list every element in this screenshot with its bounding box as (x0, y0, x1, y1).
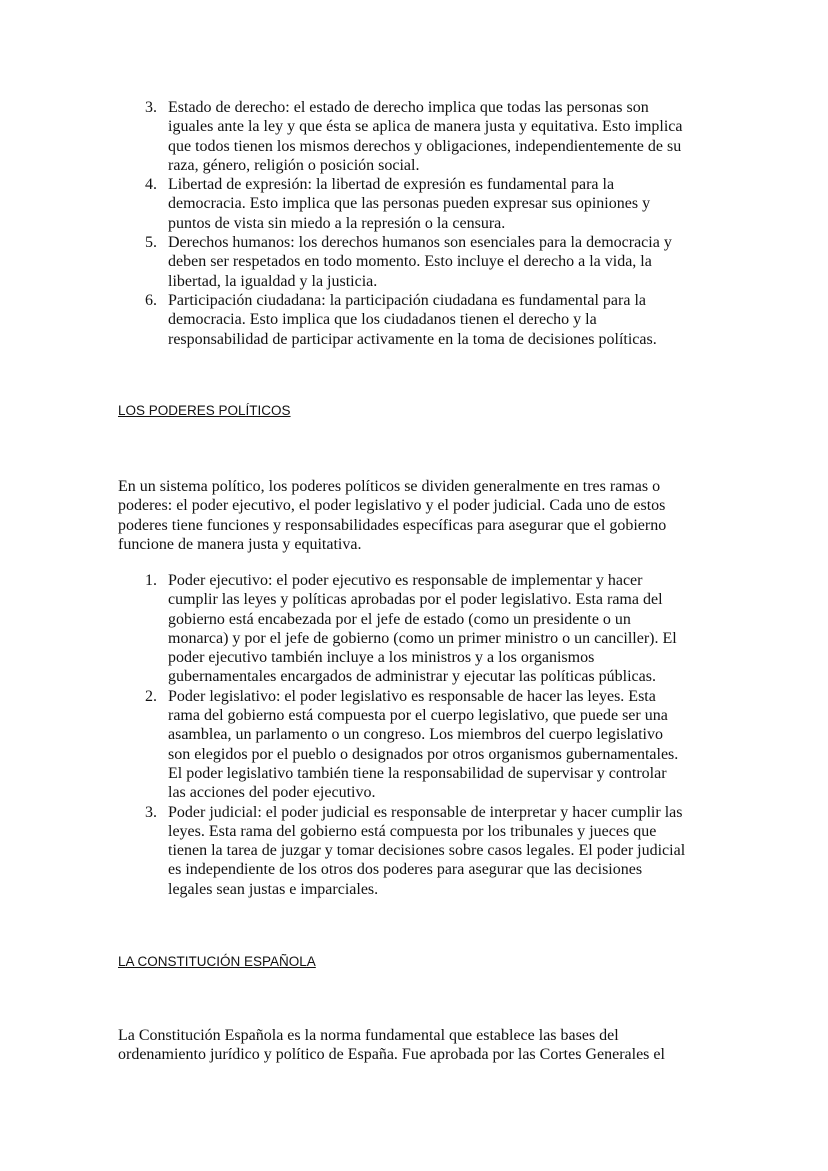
list-text: que todos tienen los mismos derechos y obligaciones, independientemente de su (168, 137, 682, 155)
paragraph-line (0, 477, 828, 496)
paragraph-poderes (0, 477, 828, 554)
list-text: iguales ante la ley y que ésta se aplica de manera justa y equitativa. Esto implica (168, 118, 683, 136)
list-text: Poder legislativo: el poder legislativo es responsable de hacer las leyes. Esta (168, 687, 656, 705)
list-item-line (0, 667, 828, 686)
list-item-line (0, 706, 828, 725)
list-text: democracia. Esto implica que las personas pueden expresar sus opiniones y (168, 195, 651, 213)
list-item-line (0, 648, 828, 667)
list-text: las acciones del poder ejecutivo. (168, 784, 376, 802)
list-item-line (0, 803, 828, 822)
list-text: deben ser respetados en todo momento. Esto incluye el derecho a la vida, la (168, 253, 652, 271)
list-item-line (0, 194, 828, 213)
list-number: 3. (145, 803, 157, 821)
list-item-line (0, 272, 828, 291)
list-item (0, 233, 828, 291)
list-text: Poder judicial: el poder judicial es responsable de interpretar y hacer cumplir las (168, 803, 683, 821)
list-text: Derechos humanos: los derechos humanos son esenciales para la democracia y (168, 234, 672, 252)
list-text: tienen la tarea de juzgar y tomar decisiones sobre casos legales. El poder judicial (168, 842, 686, 860)
list-text: libertad, la igualdad y la justicia. (168, 272, 378, 290)
paragraph-text: La Constitución Española es la norma fundamental que establece las bases del (118, 1027, 619, 1044)
list-item (0, 571, 828, 687)
list-text: monarca) y por el jefe de gobierno (como un primer ministro o un canciller). El (168, 629, 677, 647)
list-number: 3. (145, 99, 157, 116)
list-item (0, 175, 828, 233)
list-item (0, 803, 828, 899)
paragraph-text: En un sistema político, los poderes políticos se dividen generalmente en tres ramas o (118, 478, 661, 495)
list-item (0, 687, 828, 803)
list-text: es independiente de los otros dos poderes para asegurar que las decisiones (168, 861, 643, 879)
list-item-line (0, 571, 828, 590)
list-democracy-principles (0, 98, 828, 349)
list-text: Libertad de expresión: la libertad de expresión es fundamental para la (168, 176, 615, 194)
paragraph-line (0, 496, 828, 515)
list-poderes (0, 571, 828, 899)
heading-constitucion: LA CONSTITUCIÓN ESPAÑOLA (118, 954, 316, 969)
list-item-line (0, 764, 828, 783)
list-text: gobierno está encabezada por el jefe de estado (como un presidente o un (168, 610, 631, 628)
list-item-line (0, 175, 828, 194)
list-item-line (0, 590, 828, 609)
list-text: gubernamentales encargados de administrar y ejecutar las políticas públicas. (168, 668, 656, 686)
list-text: puntos de vista sin miedo a la represión o la censura. (168, 214, 506, 232)
list-item-line (0, 98, 828, 117)
list-number: 6. (145, 291, 157, 309)
paragraph-line (0, 535, 828, 554)
list-text: son elegidos por el pueblo o designados por otros organismos gubernamentales. (168, 745, 679, 763)
list-text: Estado de derecho: el estado de derecho implica que todas las personas son (168, 99, 649, 116)
list-text: raza, género, religión o posición social. (168, 156, 420, 174)
list-item-line (0, 629, 828, 648)
list-item (0, 98, 828, 175)
paragraph-line (0, 516, 828, 535)
paragraph-text: ordenamiento jurídico y político de España. Fue aprobada por las Cortes Generales el (118, 1046, 665, 1064)
list-text: asamblea, un parlamento o un congreso. Los miembros del cuerpo legislativo (168, 726, 663, 744)
list-item-line (0, 880, 828, 899)
list-item-line (0, 233, 828, 252)
list-text: rama del gobierno está compuesta por el cuerpo legislativo, que puede ser una (168, 707, 668, 725)
list-text: El poder legislativo también tiene la responsabilidad de supervisar y controlar (168, 764, 667, 782)
list-item-line (0, 252, 828, 271)
list-text: democracia. Esto implica que los ciudadanos tienen el derecho y la (168, 311, 597, 329)
paragraph-text: poderes: el poder ejecutivo, el poder legislativo y el poder judicial. Cada uno de estos (118, 497, 666, 515)
paragraph-text: funcione de manera justa y equitativa. (118, 535, 362, 553)
list-item-line (0, 725, 828, 744)
list-item-line (0, 214, 828, 233)
list-item (0, 291, 828, 349)
list-item-line (0, 310, 828, 329)
list-text: Poder ejecutivo: el poder ejecutivo es responsable de implementar y hacer (168, 572, 643, 589)
list-number: 5. (145, 234, 157, 252)
list-item-line (0, 783, 828, 802)
list-item-line (0, 117, 828, 136)
list-text: poder ejecutivo también incluye a los ministros y a los organismos (168, 649, 595, 667)
list-text: cumplir las leyes y políticas aprobadas por el poder legislativo. Esta rama del (168, 591, 663, 609)
list-item-line (0, 822, 828, 841)
list-text: Participación ciudadana: la participación ciudadana es fundamental para la (168, 291, 646, 309)
list-item-line (0, 156, 828, 175)
list-number: 4. (145, 176, 157, 194)
heading-poderes-politicos: LOS PODERES POLÍTICOS (118, 403, 291, 418)
list-item-line (0, 330, 828, 349)
list-number: 1. (145, 572, 157, 589)
list-item-line (0, 610, 828, 629)
list-text: responsabilidad de participar activamente en la toma de decisiones políticas. (168, 330, 657, 348)
list-item-line (0, 291, 828, 310)
list-item-line (0, 137, 828, 156)
list-item-line (0, 745, 828, 764)
list-number: 2. (145, 687, 157, 705)
paragraph-line (0, 1026, 828, 1045)
paragraph-text: poderes tiene funciones y responsabilidades específicas para asegurar que el gobierno (118, 516, 667, 534)
list-item-line (0, 841, 828, 860)
list-text: legales sean justas e imparciales. (168, 880, 379, 898)
list-item-line (0, 860, 828, 879)
list-item-line (0, 687, 828, 706)
paragraph-line (0, 1045, 828, 1064)
paragraph-constitucion (0, 1026, 828, 1065)
list-text: leyes. Esta rama del gobierno está compuesta por los tribunales y jueces que (168, 822, 657, 840)
